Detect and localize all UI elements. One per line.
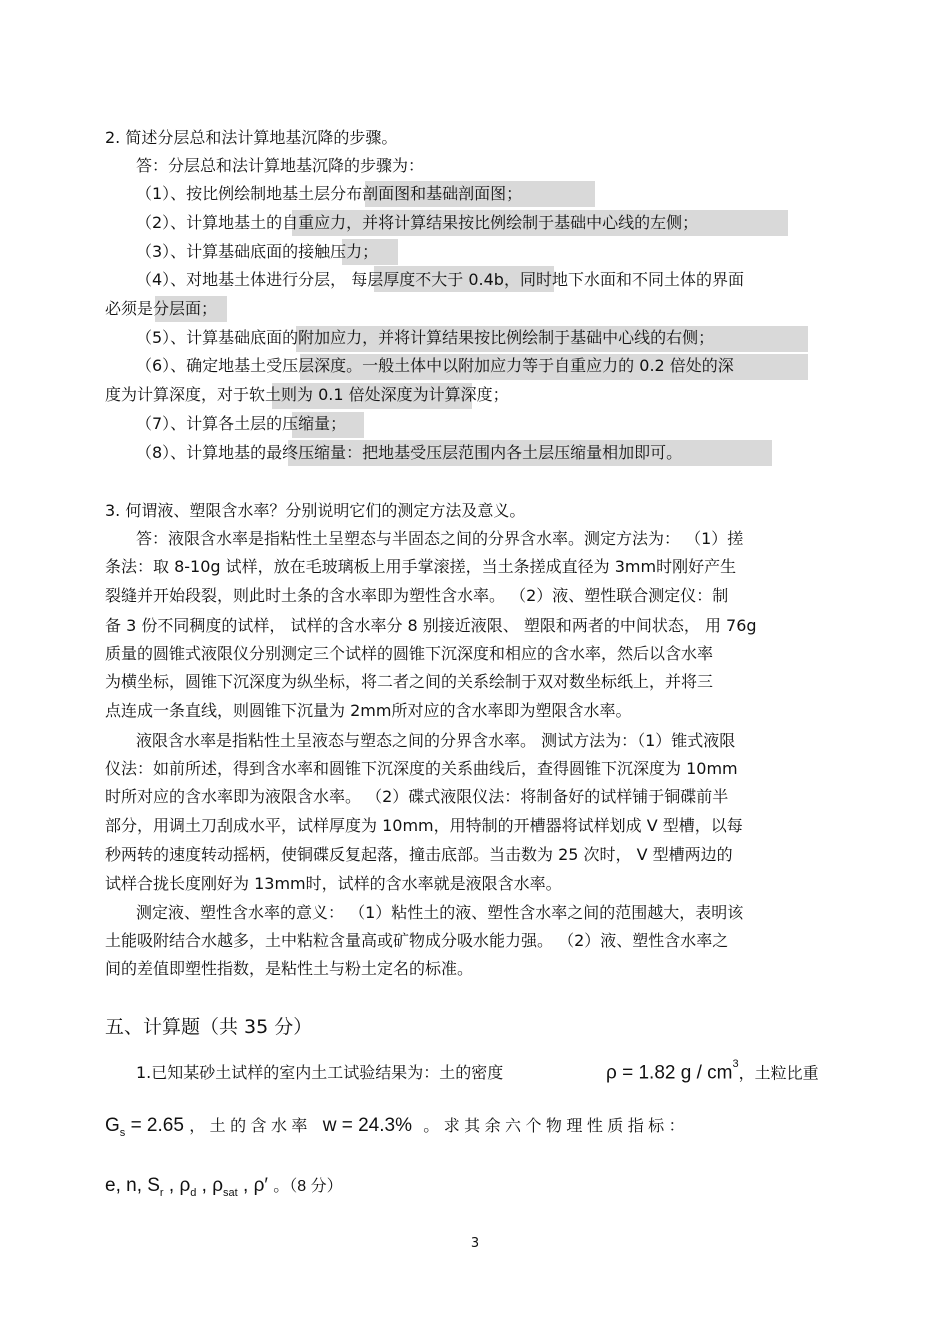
problem-1-text: 1.已知某砂土试样的室内土工试验结果为：土的密度 [136, 1063, 504, 1082]
rho-prime-symbol: ρ′ [253, 1175, 268, 1196]
q3-line: 答：液限含水率是指粘性土呈塑态与半固态之间的分界含水率。测定方法为： （1）搓 [136, 529, 744, 548]
q2-step: （1）、按比例绘制地基土层分布剖面图和基础剖面图； [136, 184, 523, 203]
q3-title: 3. 何谓液、塑限含水率？分别说明它们的测定方法及意义。 [105, 501, 526, 520]
indices-e-n-s: e, n, S [105, 1175, 160, 1196]
sr-subscript: r [159, 1186, 164, 1199]
problem-1-line-2 [105, 1115, 685, 1144]
q3-line: 间的差值即塑性指数，是粘性土与粉土定名的标准。 [105, 959, 474, 978]
q3-line: 质量的圆锥式液限仪分别测定三个试样的圆锥下沉深度和相应的含水率，然后以含水率 [105, 644, 714, 663]
q3-line: 仪法：如前所述，得到含水率和圆锥下沉深度的关系曲线后，查得圆锥下沉深度为 10mm [105, 759, 738, 778]
page-number: 3 [470, 1236, 480, 1251]
rho-sat-subscript: sat [223, 1186, 238, 1199]
problem-1-line-3-tail: 。（8 分） [273, 1178, 343, 1195]
gs-subscript: s [119, 1126, 126, 1139]
density-formula [606, 1057, 819, 1085]
problem-1-line-3: e, n, $S_r$ , $\rho_d$ , $\rho_{sat}$ , ρ′ 。（8 分） [105, 1175, 343, 1199]
q3-line: 裂缝并开始段裂，则此时土条的含水率即为塑性含水率。 （2）液、塑性联合测定仪：制 [105, 586, 729, 605]
q3-line: 点连成一条直线，则圆锥下沉量为 2mm所对应的含水率即为塑限含水率。 [105, 701, 632, 720]
q3-line: 土能吸附结合水越多，土中粘粒含量高或矿物成分吸水能力强。 （2）液、塑性含水率之 [105, 931, 729, 950]
q3-line: 条法：取 8-10g 试样，放在毛玻璃板上用手掌滚搓，当土条搓成直径为 3mm时刚好产生 [105, 557, 737, 576]
q2-step: （7）、计算各土层的压缩量； [136, 414, 347, 433]
q2-answer-intro: 答：分层总和法计算地基沉降的步骤为： [136, 156, 425, 175]
q3-line: 试样合拢长度刚好为 13mm时，试样的含水率就是液限含水率。 [105, 874, 562, 893]
q3-line: 测定液、塑性含水率的意义： （1）粘性土的液、塑性含水率之间的范围越大，表明该 [136, 903, 744, 922]
q2-step: （8）、计算地基的最终压缩量：把地基受压层范围内各土层压缩量相加即可。 [136, 443, 683, 462]
q3-line: 秒两转的速度转动摇柄，使铜碟反复起落，撞击底部。当击数为 25 次时， V 型槽两边的 [105, 845, 733, 864]
rho-d-subscript: d [190, 1186, 197, 1199]
rho-d-symbol: ρ [179, 1175, 191, 1196]
q2-step: （5）、计算基础底面的附加应力，并将计算结果按比例绘制于基础中心线的右侧； [136, 328, 715, 347]
rho-sat-symbol: ρ [212, 1175, 224, 1196]
section-heading: 五、计算题（共 35 分） [105, 1016, 313, 1038]
density-exponent: 3 [732, 1058, 739, 1070]
density-tail: ，土粒比重 [738, 1065, 819, 1083]
q3-line: 为横坐标，圆锥下沉深度为纵坐标，将二者之间的关系绘制于双对数坐标纸上，并将三 [105, 672, 714, 691]
q3-line: 备 3 份不同稠度的试样， 试样的含水率分 8 别接近液限、 塑限和两者的中间状态， 用 76g [105, 616, 757, 635]
problem-1-line-2-tail: 。 求 其 余 六 个 物 理 性 质 指 标 ： [423, 1118, 685, 1135]
q2-step: （6）、确定地基土受压层深度。一般土体中以附加应力等于自重应力的 0.2 倍处的深 [136, 356, 734, 375]
water-content-value: w = 24.3% [322, 1115, 412, 1136]
gs-symbol: G [105, 1115, 120, 1136]
q3-line: 部分，用调土刀刮成水平，试样厚度为 10mm，用特制的开槽器将试样划成 V 型槽，以每 [105, 816, 743, 835]
gs-value: = 2.65 [130, 1115, 184, 1136]
density-value: = 1.82 g / cm [622, 1062, 733, 1084]
problem-1-line-1 [136, 1062, 503, 1084]
q2-step: （4）、对地基土体进行分层， 每层厚度不大于 0.4b，同时地下水面和不同土体的界面 [136, 270, 744, 289]
q2-step: 必须是分层面； [105, 299, 218, 318]
q2-step: （2）、计算地基土的自重应力，并将计算结果按比例绘制于基础中心线的左侧； [136, 213, 699, 232]
water-content-text: ， 土 的 含 水 率 [189, 1118, 308, 1135]
q3-line: 时所对应的含水率即为液限含水率。 （2）碟式液限仪法：将制备好的试样铺于铜碟前半 [105, 787, 729, 806]
q2-step: 度为计算深度，对于软土则为 0.1 倍处深度为计算深度； [105, 385, 509, 404]
q3-line: 液限含水率是指粘性土呈液态与塑态之间的分界含水率。 测试方法为：（1）锥式液限 [136, 731, 736, 750]
rho-symbol: ρ [606, 1062, 617, 1084]
q2-step: （3）、计算基础底面的接触压力； [136, 242, 379, 261]
q2-title: 2. 简述分层总和法计算地基沉降的步骤。 [105, 128, 398, 147]
